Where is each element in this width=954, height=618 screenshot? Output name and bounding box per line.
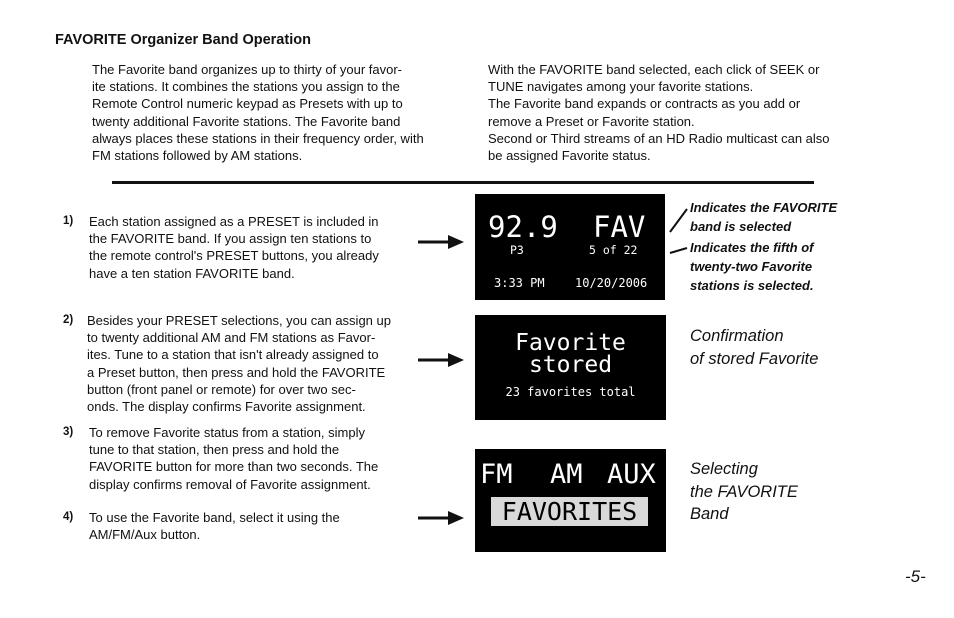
intro-right-line: The Favorite band expands or contracts as you add or [488,96,801,112]
intro-left-line: ite stations. It combines the stations you assign to the [92,79,400,95]
intro-left-line: always places these stations in their frequency order, with [92,130,424,146]
caption-line: stations is selected. [690,278,814,293]
step-4 [63,509,403,545]
step-line: the remote control's PRESET buttons, you already [89,248,379,264]
step-1 [63,213,403,283]
intro-right-line: remove a Preset or Favorite station. [488,113,695,129]
caption-fifth-favorite [690,238,860,295]
step-text [89,424,399,493]
page-number: -5- [905,567,926,586]
intro-right-line: Second or Third streams of an HD Radio multicast can also [488,130,830,146]
caption-line: Indicates the FAVORITE [690,200,838,215]
step-line: tune to that station, then press and hold the [89,442,340,458]
band-favorites: FAVORITES [501,497,638,526]
intro-left-line: FM stations followed by AM stations. [92,148,303,164]
lcd-display-favorite-band [475,194,665,300]
intro-right-line: TUNE navigates among your favorite stations. [488,79,754,95]
intro-left-line: Remote Control numeric keypad as Presets with up to [92,96,403,112]
step-line: To remove Favorite status from a station, simply [89,425,365,440]
band-am: AM [550,459,583,490]
step-text [87,312,397,415]
step-line: to twenty additional AM and FM stations as Favor- [87,330,376,346]
caption-line: Selecting [690,460,758,478]
caption-confirmation [690,325,870,370]
step-line: Each station assigned as a PRESET is included in [89,214,379,229]
lcd-display-band-select [475,449,666,552]
callout-lines [666,205,692,260]
right-arrow-icon [418,511,464,525]
favorites-total-readout: 23 favorites total [505,385,636,399]
caption-line: twenty-two Favorite [690,259,813,274]
caption-line: of stored Favorite [690,349,819,368]
step-text [89,213,399,282]
caption-favorite-band-selected [690,198,860,236]
band-readout: FAV [593,210,646,244]
step-2 [63,312,403,416]
step-line: onds. The display confirms Favorite assignment. [87,399,366,415]
time-readout: 3:33 PM [494,276,545,290]
step-line: FAVORITE button for more than two seconds. The [89,459,379,475]
caption-line: the FAVORITE [690,482,798,501]
step-number: 2) [63,314,74,326]
band-fm: FM [480,459,513,490]
step-line: the FAVORITE band. If you assign ten stations to [89,231,372,247]
caption-line: Confirmation [690,327,784,345]
preset-readout: P3 [510,243,524,257]
step-line: ites. Tune to a station that isn't already assigned to [87,347,379,363]
lcd-display-favorite-stored [475,315,666,420]
step-line: display confirms removal of Favorite assignment. [89,476,371,492]
caption-line: Band [690,505,729,523]
intro-left-line: twenty additional Favorite stations. The Favorite band [92,113,401,129]
step-3 [63,424,403,494]
caption-selecting-band [690,458,870,526]
intro-right-line: With the FAVORITE band selected, each click of SEEK or [488,62,820,77]
step-number: 4) [63,511,74,523]
step-text [89,509,399,543]
step-line: button (front panel or remote) for over two sec- [87,381,356,397]
intro-left-line: The Favorite band organizes up to thirty of your favor- [92,62,402,77]
display-line-1: Favorite [515,330,626,356]
step-line: Besides your PRESET selections, you can assign up [87,313,391,328]
band-aux: AUX [607,459,656,490]
step-number: 3) [63,426,74,438]
step-line: AM/FM/Aux button. [89,527,201,543]
favorite-count-readout: 5 of 22 [589,243,638,257]
caption-line: Indicates the fifth of [690,240,814,255]
date-readout: 10/20/2006 [575,276,648,290]
section-heading: FAVORITE Organizer Band Operation [55,32,311,48]
right-arrow-icon [418,235,464,249]
step-line: have a ten station FAVORITE band. [89,265,295,281]
divider-rule [112,181,814,184]
intro-left-paragraph [92,61,452,164]
caption-line: band is selected [690,219,792,234]
display-line-2: stored [528,352,613,378]
step-number: 1) [63,215,74,227]
right-arrow-icon [418,353,464,367]
step-line: a Preset button, then press and hold the FAVORITE [87,364,386,380]
intro-right-line: be assigned Favorite status. [488,148,651,164]
frequency-readout: 92.9 [488,210,558,244]
step-line: To use the Favorite band, select it using the [89,510,340,525]
intro-right-paragraph [488,61,853,164]
